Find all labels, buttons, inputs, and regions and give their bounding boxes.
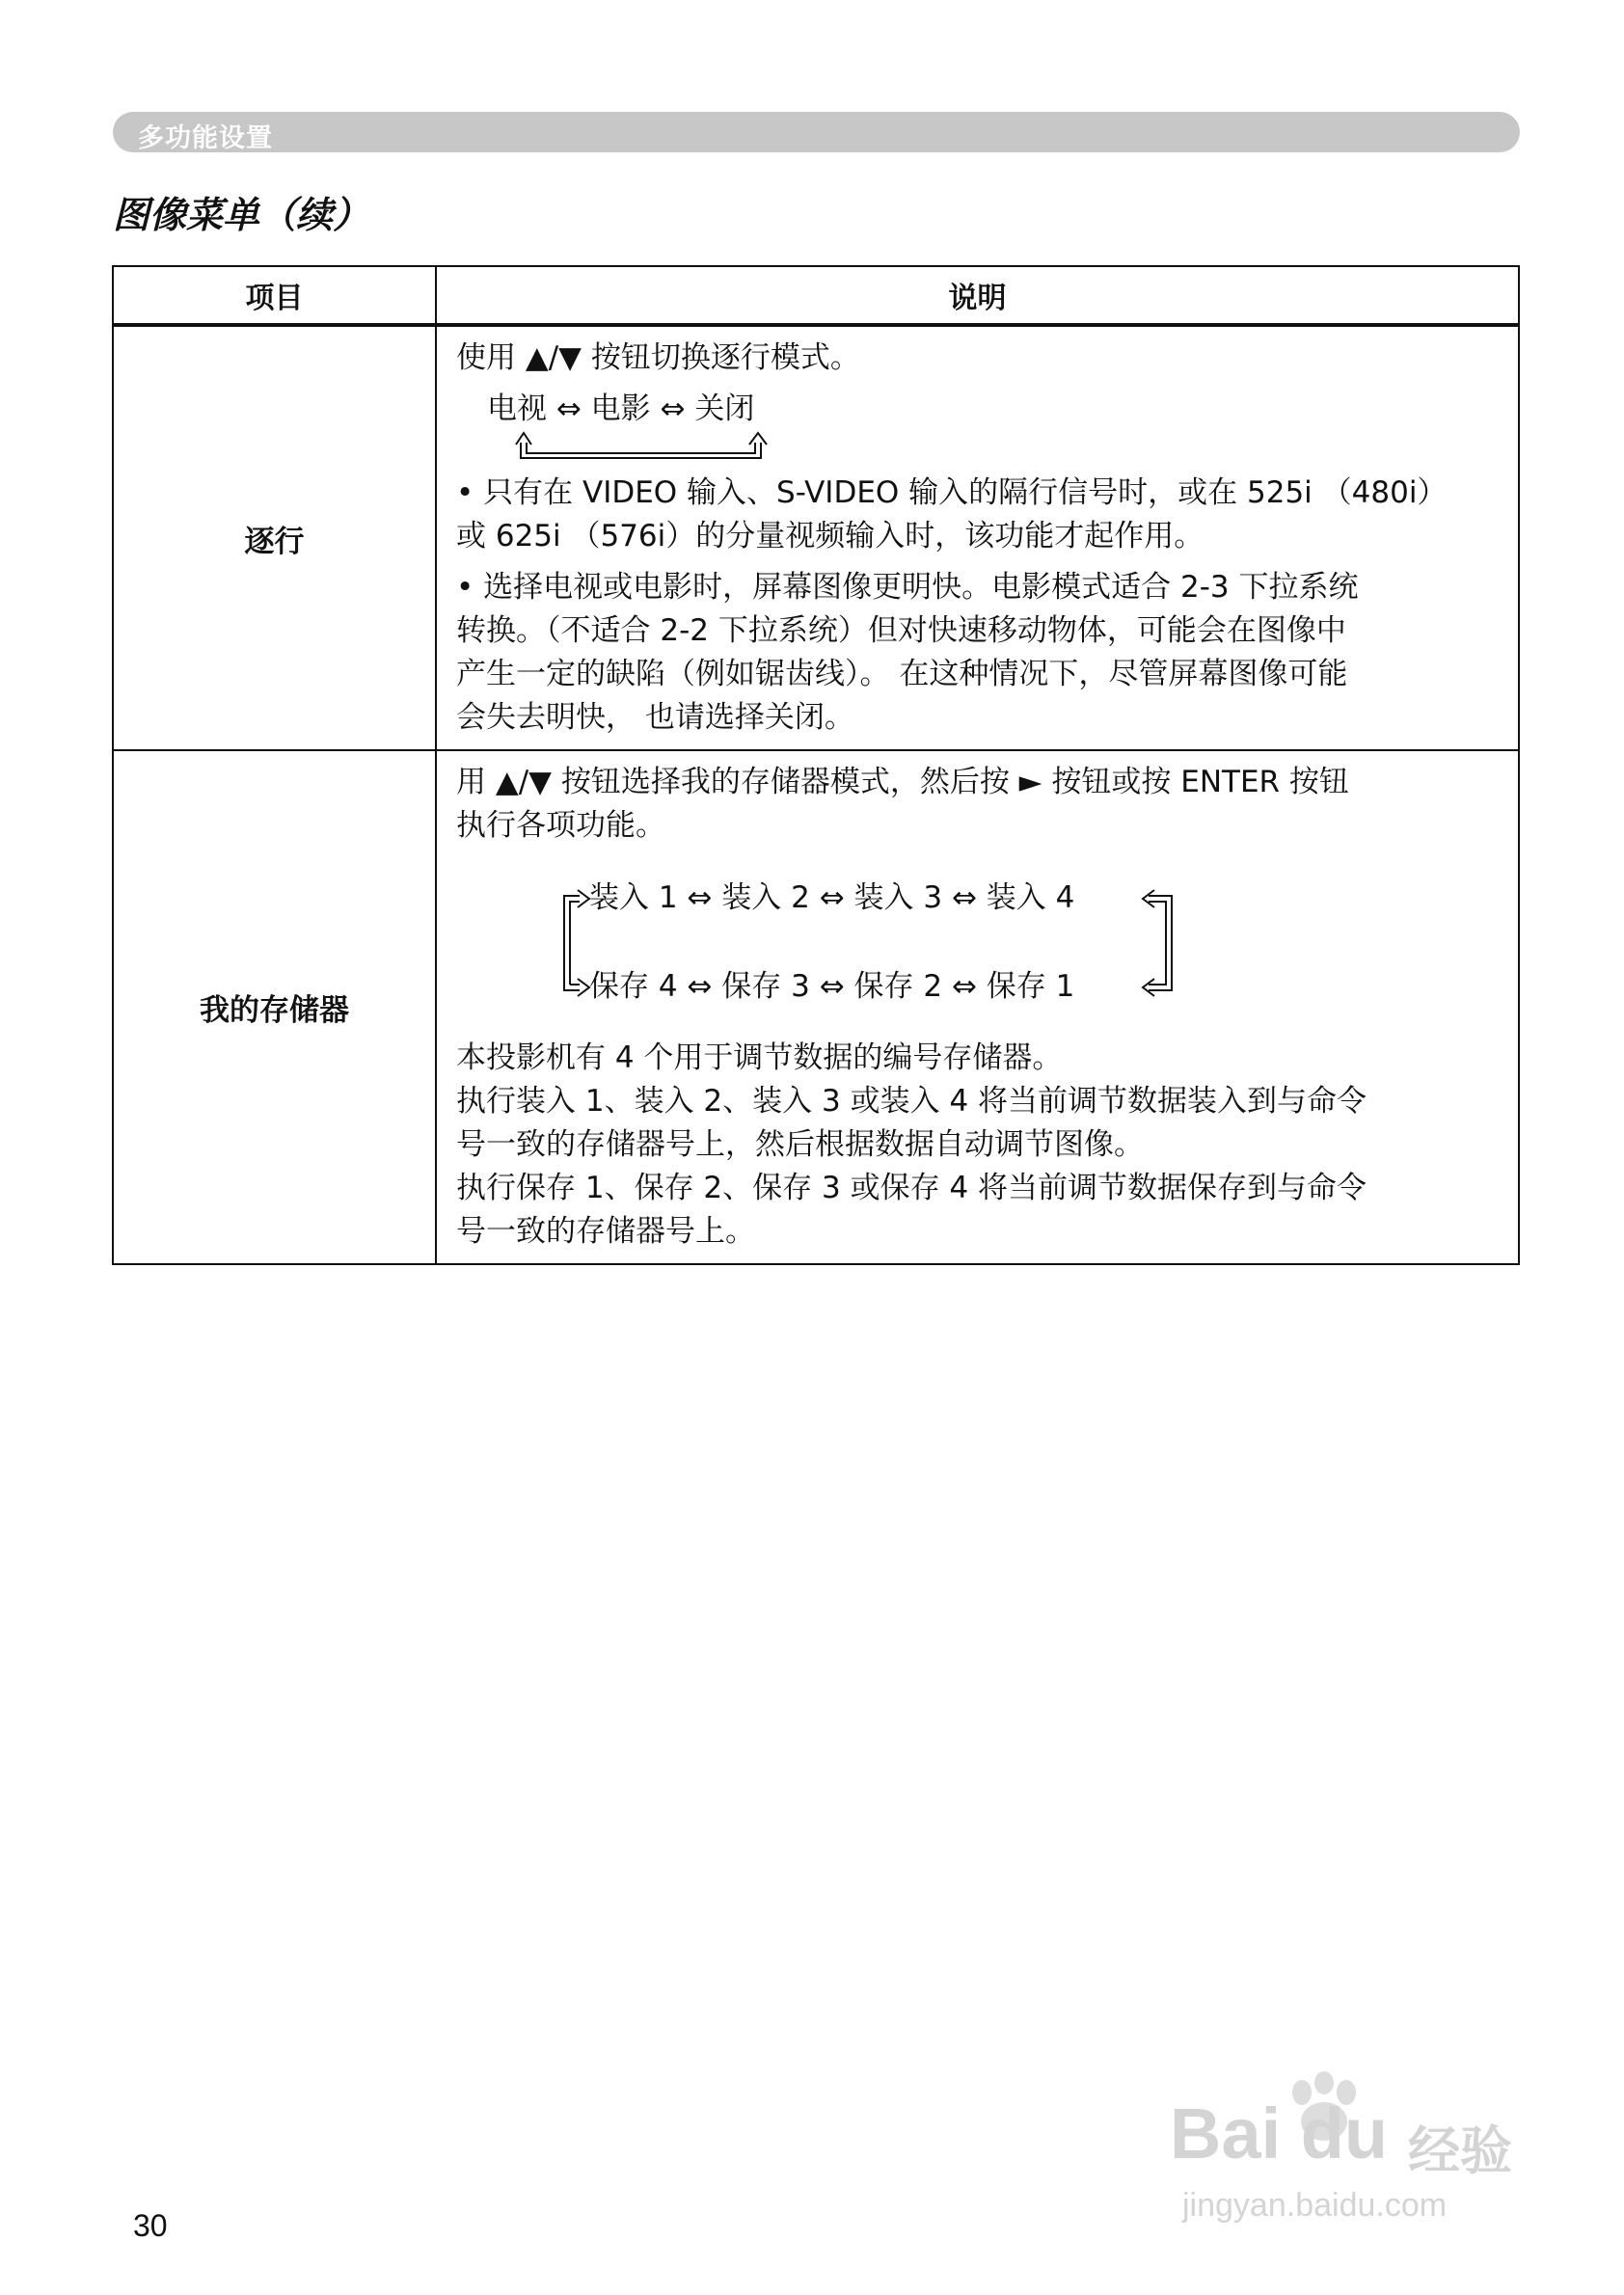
settings-table — [112, 265, 1520, 1265]
note-line: 或 625i （576i）的分量视频输入时，该功能才起作用。 — [456, 519, 1204, 554]
body-line: 号一致的存储器号上，然后根据数据自动调节图像。 — [456, 1127, 1144, 1162]
memory-cycle-diagram — [456, 861, 1501, 1025]
body-line: 执行装入 1、装入 2、装入 3 或装入 4 将当前调节数据装入到与命令 — [456, 1084, 1367, 1119]
body-line: 本投影机有 4 个用于调节数据的编号存储器。 — [456, 1040, 1063, 1075]
load-cycle-row: 装入 1 ⇔ 装入 2 ⇔ 装入 3 ⇔ 装入 4 — [589, 880, 1075, 915]
page-title: 图像菜单（续） — [113, 194, 370, 236]
note-line: 会失去明快， 也请选择关闭。 — [456, 700, 854, 735]
item-my-memory: 我的存储器 — [113, 750, 436, 1264]
note-line: • 只有在 VIDEO 输入、S-VIDEO 输入的隔行信号时，或在 525i （480i） — [456, 475, 1448, 510]
body-line: 执行保存 1、保存 2、保存 3 或保存 4 将当前调节数据保存到与命令 — [456, 1171, 1367, 1205]
table-header-row — [113, 266, 1519, 325]
item-progressive: 逐行 — [113, 325, 436, 750]
section-label: 多功能设置 — [138, 123, 273, 153]
watermark-url: jingyan.baidu.com — [1182, 2187, 1448, 2224]
watermark-suffix: 经验 — [1408, 2120, 1512, 2181]
note-line: 产生一定的缺陷（例如锯齿线）。 在这种情况下，尽管屏幕图像可能 — [456, 657, 1348, 691]
description-cell — [436, 750, 1519, 1264]
mode-cycle: 电视 ⇔ 电影 ⇔ 关闭 — [487, 392, 755, 426]
watermark-brand: Bai du — [1170, 2093, 1389, 2174]
section-header-bar — [113, 112, 1520, 152]
save-cycle-row: 保存 4 ⇔ 保存 3 ⇔ 保存 2 ⇔ 保存 1 — [589, 969, 1075, 1004]
body-line: 号一致的存储器号上。 — [456, 1214, 755, 1249]
note-line: • 选择电视或电影时，屏幕图像更明快。电影模式适合 2-3 下拉系统 — [456, 570, 1359, 605]
description-intro: 用 ▲/▼ 按钮选择我的存储器模式，然后按 ► 按钮或按 ENTER 按钮 — [456, 765, 1349, 799]
description-intro: 执行各项功能。 — [456, 808, 665, 843]
cycle-loop-arrow — [512, 431, 801, 464]
description-cell — [436, 325, 1519, 750]
column-header-description: 说明 — [436, 266, 1519, 325]
note-line: 转换。（不适合 2-2 下拉系统）但对快速移动物体，可能会在图像中 — [456, 613, 1346, 648]
table-row — [113, 750, 1519, 1264]
description-intro: 使用 ▲/▼ 按钮切换逐行模式。 — [456, 340, 860, 375]
column-header-item: 项目 — [113, 266, 436, 325]
watermark — [1155, 2071, 1541, 2230]
table-row — [113, 325, 1519, 750]
page-number: 30 — [133, 2208, 168, 2243]
